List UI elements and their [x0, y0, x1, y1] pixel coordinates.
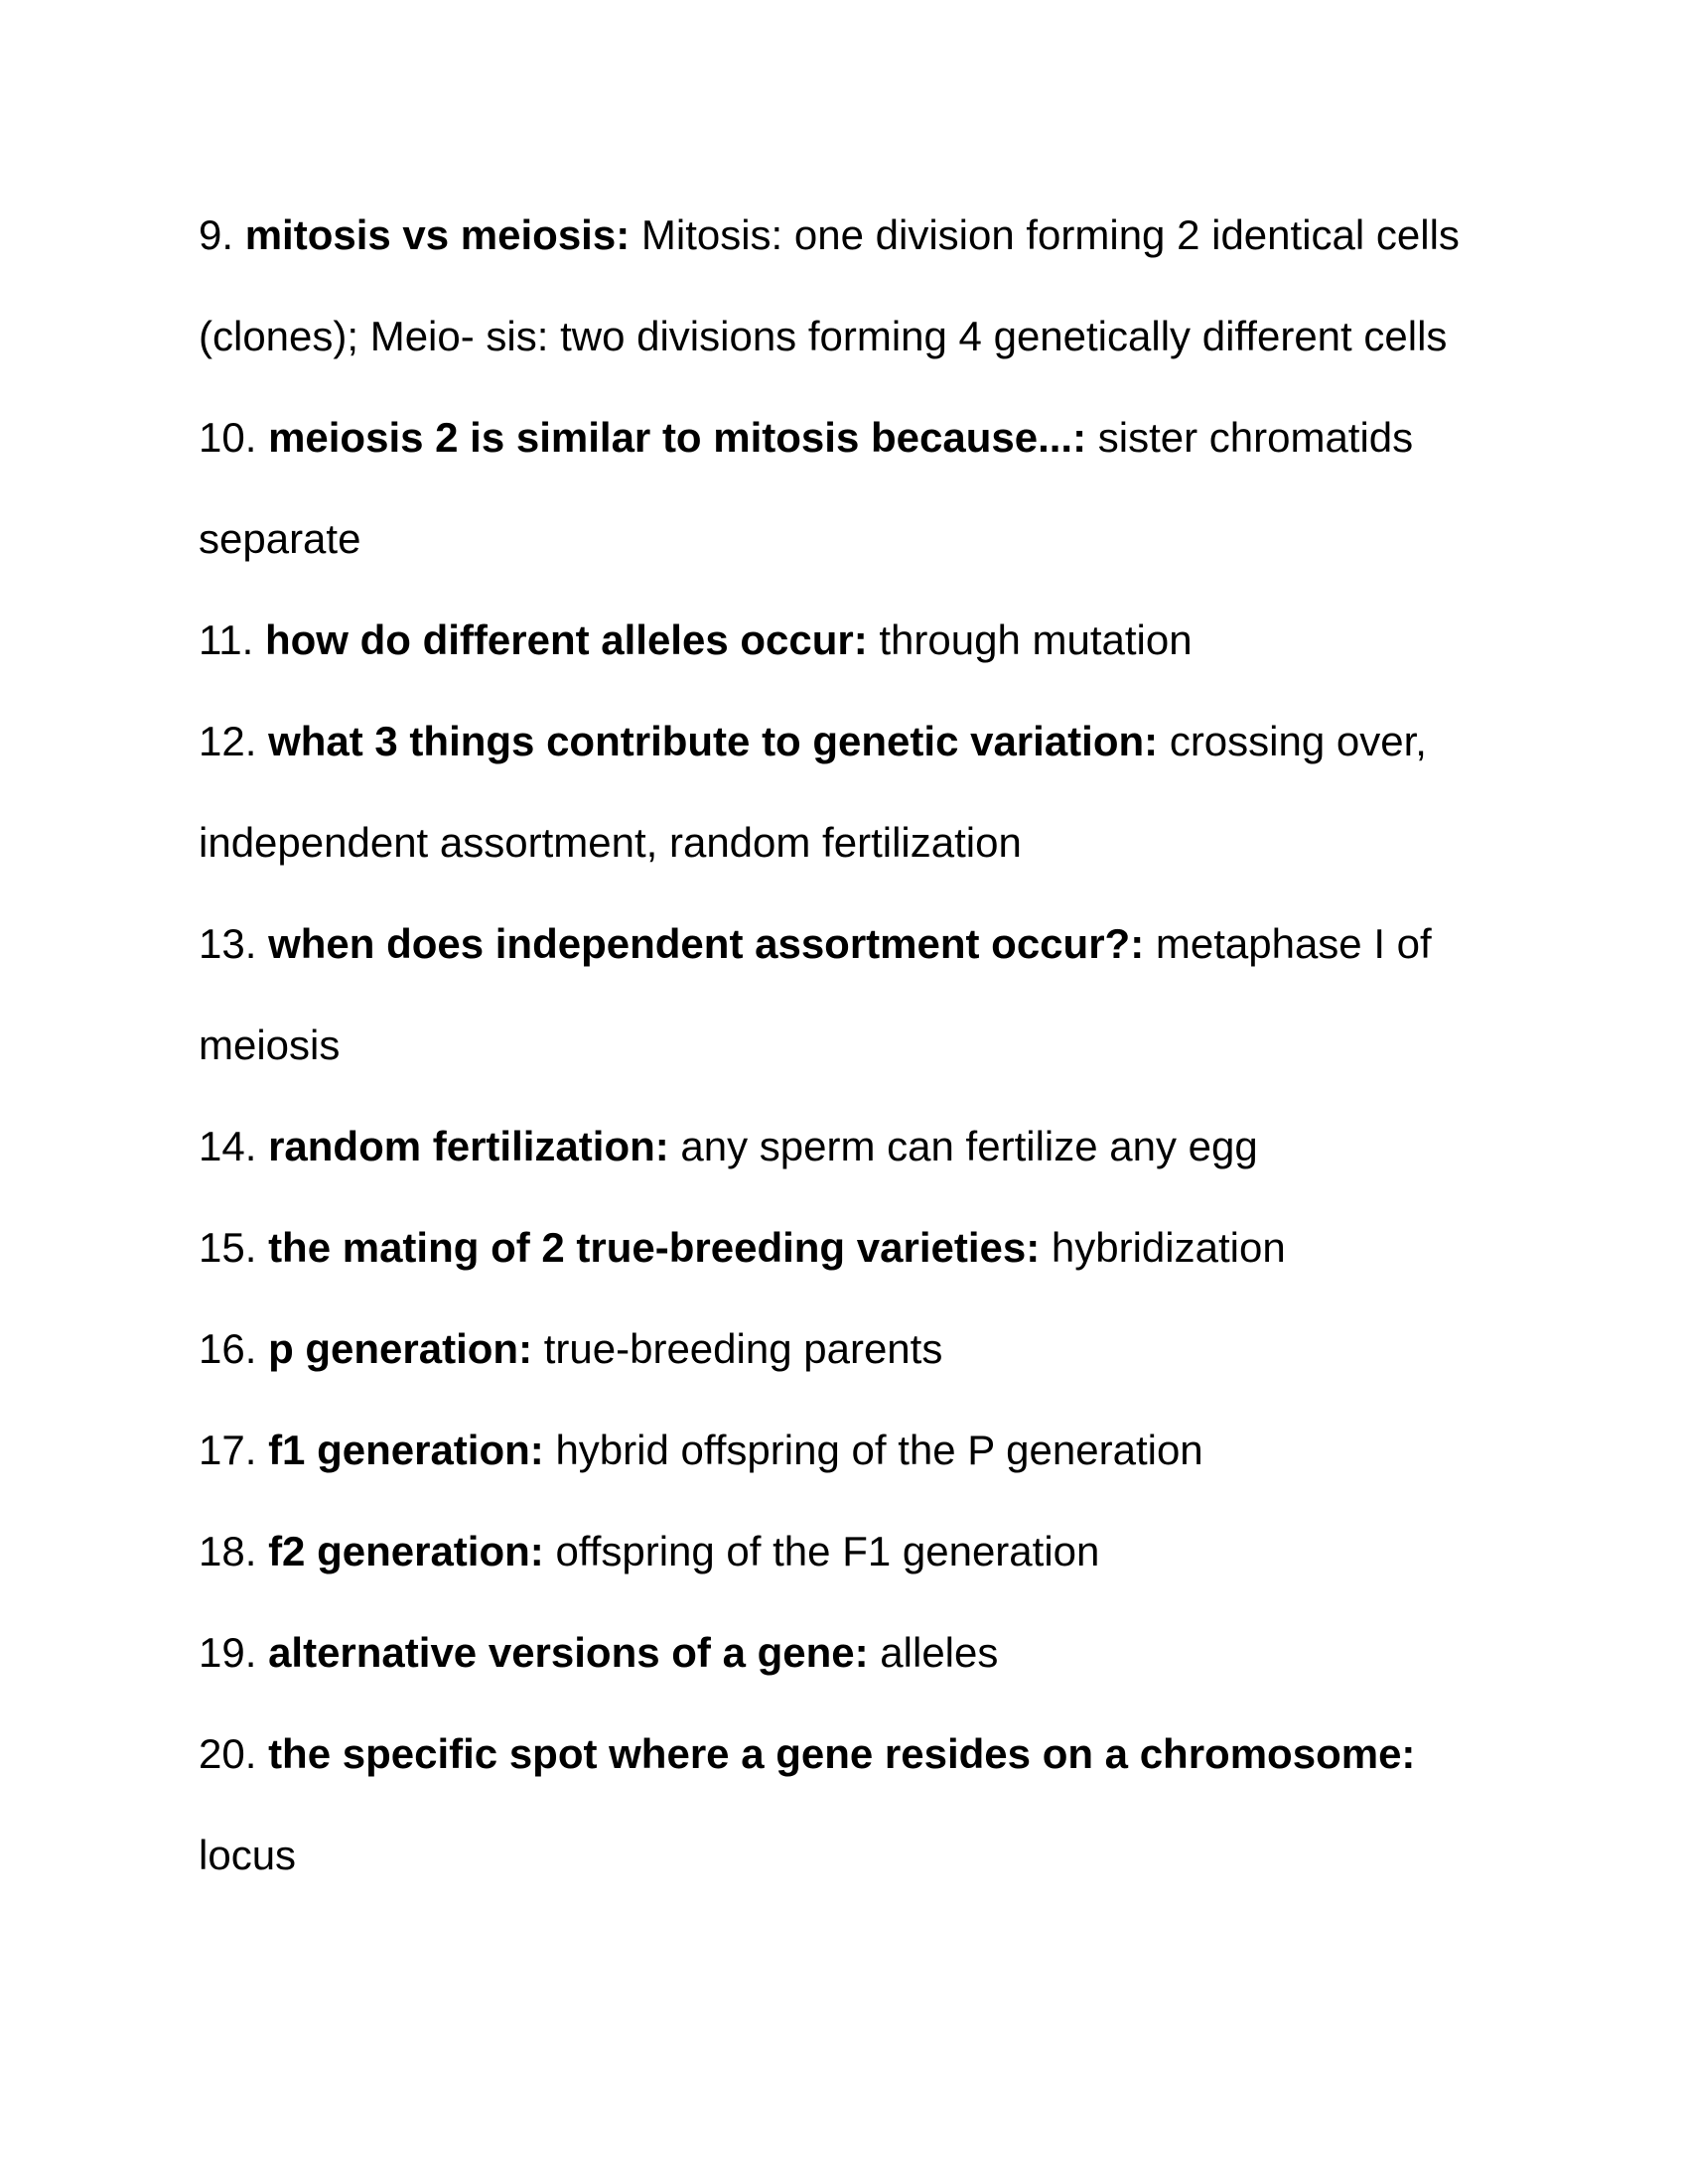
item-definition: offspring of the F1 generation [555, 1528, 1100, 1574]
item-definition: any sperm can fertilize any egg [680, 1123, 1258, 1169]
item-definition: hybrid offspring of the P generation [555, 1427, 1203, 1473]
item-number: 20. [199, 1730, 257, 1777]
item-term: the mating of 2 true-breeding varieties: [268, 1224, 1041, 1271]
item-number: 9. [199, 211, 234, 258]
item-number: 19. [199, 1629, 257, 1676]
item-term: random fertilization: [268, 1123, 669, 1169]
item-definition: through mutation [879, 616, 1193, 663]
item-number: 13. [199, 920, 257, 967]
item-number: 11. [199, 616, 254, 663]
item-term: when does independent assortment occur?: [268, 920, 1145, 967]
item-number: 16. [199, 1325, 257, 1372]
item-term: how do different alleles occur: [264, 616, 868, 663]
item-number: 10. [199, 414, 257, 461]
item-term: f1 generation: [268, 1427, 544, 1473]
list-item [199, 1096, 1519, 1197]
item-term: alternative versions of a gene: [268, 1629, 869, 1676]
item-number: 17. [199, 1427, 257, 1473]
item-number: 12. [199, 718, 257, 764]
item-number: 14. [199, 1123, 257, 1169]
list-item [199, 1602, 1519, 1704]
item-definition: metaphase I of meiosis [199, 920, 1432, 1068]
item-term: meiosis 2 is similar to mitosis because...: [268, 414, 1087, 461]
item-term: the specific spot where a gene resides on a chromosome: [268, 1730, 1416, 1777]
item-term: f2 generation: [268, 1528, 544, 1574]
item-definition: true-breeding parents [543, 1325, 943, 1372]
item-term: mitosis vs meiosis: [244, 211, 631, 258]
item-definition: locus [199, 1832, 297, 1878]
item-definition: Mitosis: one division forming 2 identical cells (clones); Meio- sis: two divisions forming 4 genetically different cells [199, 211, 1460, 359]
item-definition: sister chromatids separate [199, 414, 1414, 562]
list-item [199, 1501, 1519, 1602]
item-number: 18. [199, 1528, 257, 1574]
flashcard-list [199, 185, 1519, 1906]
list-item [199, 691, 1519, 893]
list-item [199, 185, 1519, 387]
list-item [199, 1197, 1519, 1298]
item-number: 15. [199, 1224, 257, 1271]
list-item [199, 590, 1519, 691]
item-term: p generation: [268, 1325, 533, 1372]
item-definition: alleles [880, 1629, 999, 1676]
list-item [199, 1298, 1519, 1400]
list-item [199, 893, 1519, 1096]
item-term: what 3 things contribute to genetic variation: [268, 718, 1159, 764]
list-item [199, 1400, 1519, 1501]
item-definition: hybridization [1051, 1224, 1286, 1271]
item-definition: crossing over, independent assortment, random fertilization [199, 718, 1427, 866]
list-item [199, 1704, 1519, 1906]
list-item [199, 387, 1519, 590]
